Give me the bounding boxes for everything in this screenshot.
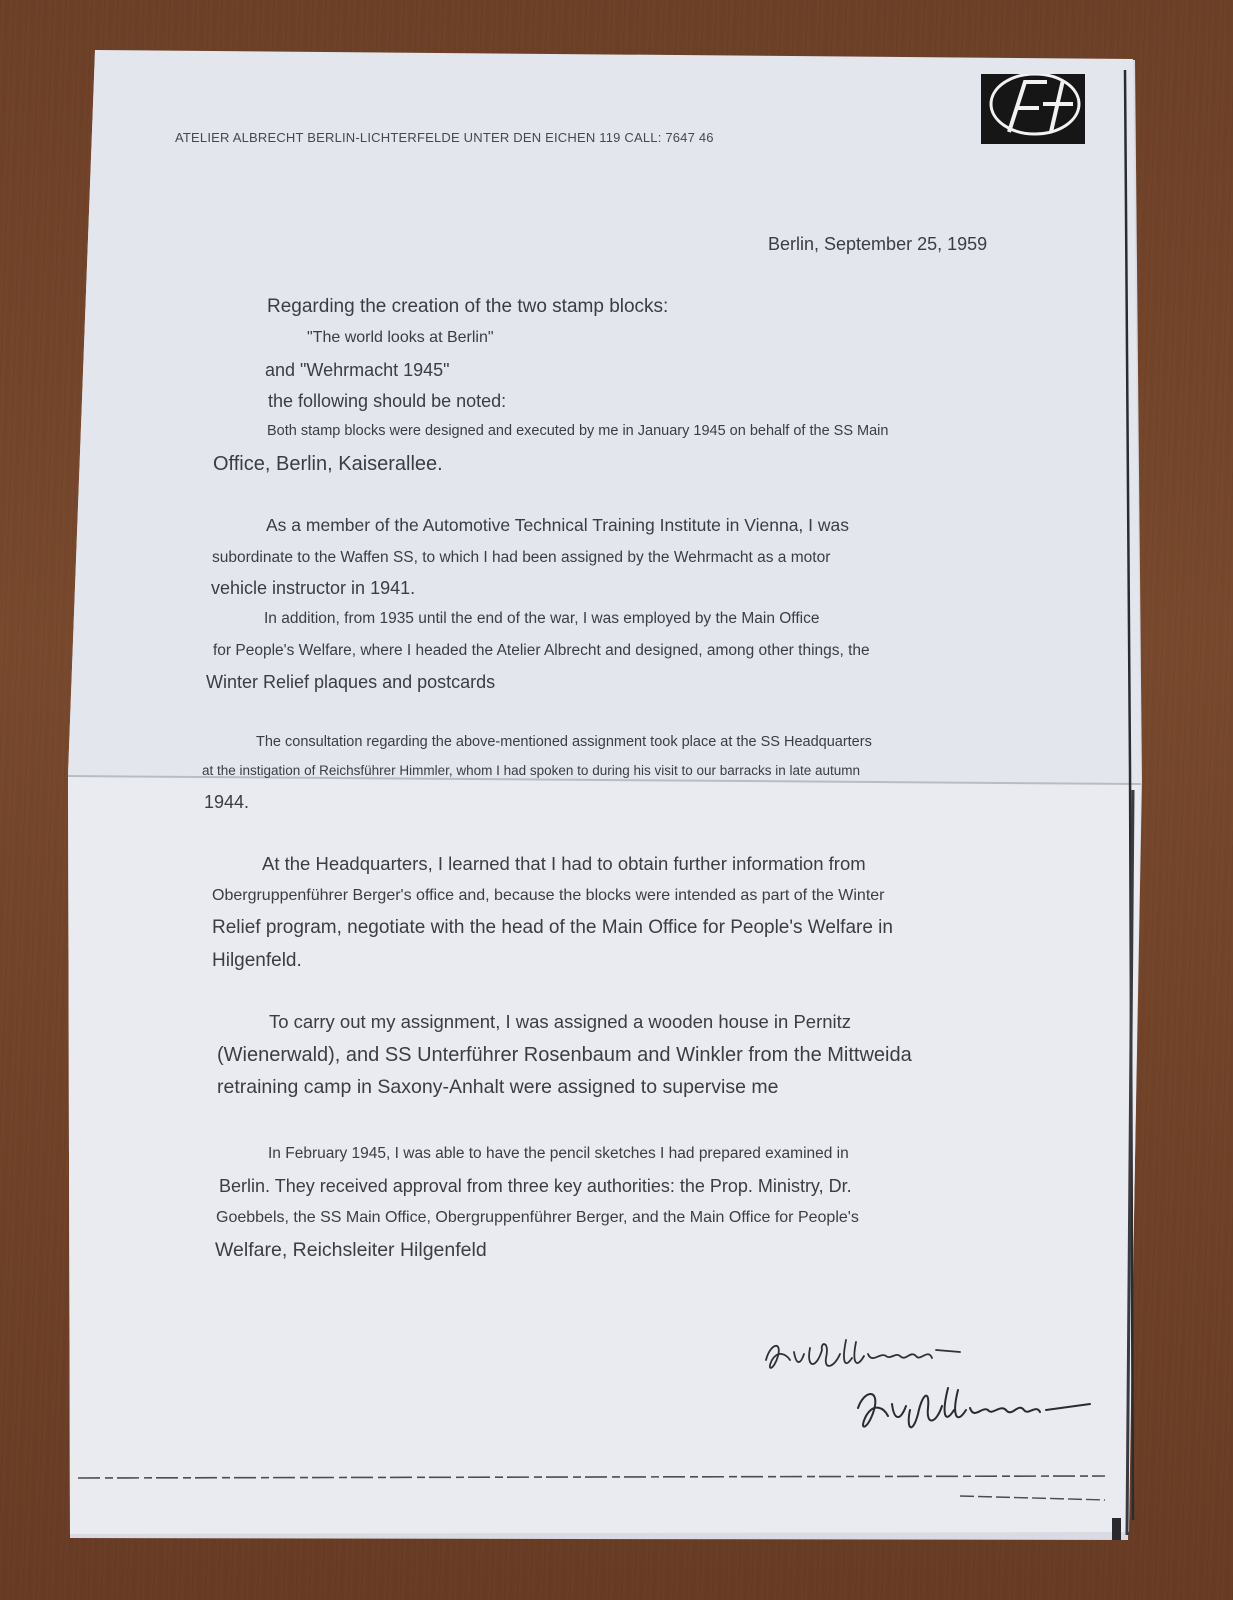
intro-line: Regarding the creation of the two stamp blocks:: [267, 296, 669, 317]
paragraph-line: Relief program, negotiate with the head of the Main Office for People's Welfare in: [212, 917, 893, 938]
paragraph-line: As a member of the Automotive Technical Training Institute in Vienna, I was: [266, 515, 850, 535]
letter-date: Berlin, September 25, 1959: [768, 234, 988, 254]
paragraph-line: 1944.: [204, 792, 250, 812]
intro-line: "The world looks at Berlin": [307, 329, 494, 346]
signature-second: [850, 1380, 1100, 1440]
paragraph-line: In February 1945, I was able to have the pencil sketches I had prepared examined in: [268, 1145, 849, 1162]
paragraph-line: retraining camp in Saxony-Anhalt were assigned to supervise me: [217, 1076, 779, 1098]
paragraph-line: for People's Welfare, where I headed the Atelier Albrecht and designed, among other things, the: [213, 642, 870, 659]
intro-line: Office, Berlin, Kaiserallee.: [213, 453, 443, 475]
intro-line: Both stamp blocks were designed and executed by me in January 1945 on behalf of the SS Main: [267, 423, 889, 439]
paragraph-line: vehicle instructor in 1941.: [211, 578, 416, 598]
paragraph-line: At the Headquarters, I learned that I had to obtain further information from: [262, 853, 866, 874]
intro-line: the following should be noted:: [268, 391, 507, 411]
paragraph-line: (Wienerwald), and SS Unterführer Rosenbaum and Winkler from the Mittweida: [217, 1044, 912, 1066]
paragraph-line: Hilgenfeld.: [212, 950, 302, 971]
paragraph-line: To carry out my assignment, I was assigned a wooden house in Pernitz: [269, 1011, 852, 1032]
paragraph-line: subordinate to the Waffen SS, to which I had been assigned by the Wehrmacht as a motor: [212, 549, 831, 566]
signature-first: [760, 1330, 970, 1380]
paragraph-line: Berlin. They received approval from three key authorities: the Prop. Ministry, Dr.: [219, 1176, 852, 1196]
paragraph-line: at the instigation of Reichsführer Himmler, whom I had spoken to during his visit to our barracks in late autumn: [202, 763, 861, 778]
paragraph-line: Obergruppenführer Berger's office and, because the blocks were intended as part of the Winter: [212, 887, 885, 904]
letterhead: ATELIER ALBRECHT BERLIN-LICHTERFELDE UNTER DEN EICHEN 119 CALL: 7647 46: [175, 130, 714, 145]
paragraph-line: The consultation regarding the above-mentioned assignment took place at the SS Headquarters: [256, 734, 872, 750]
intro-line: and "Wehrmacht 1945": [265, 360, 450, 380]
paragraph-line: Winter Relief plaques and postcards: [206, 672, 496, 692]
paragraph-line: In addition, from 1935 until the end of the war, I was employed by the Main Office: [264, 610, 820, 627]
paragraph-line: Welfare, Reichsleiter Hilgenfeld: [215, 1239, 487, 1261]
paragraph-line: Goebbels, the SS Main Office, Obergruppenführer Berger, and the Main Office for People's: [216, 1209, 859, 1226]
